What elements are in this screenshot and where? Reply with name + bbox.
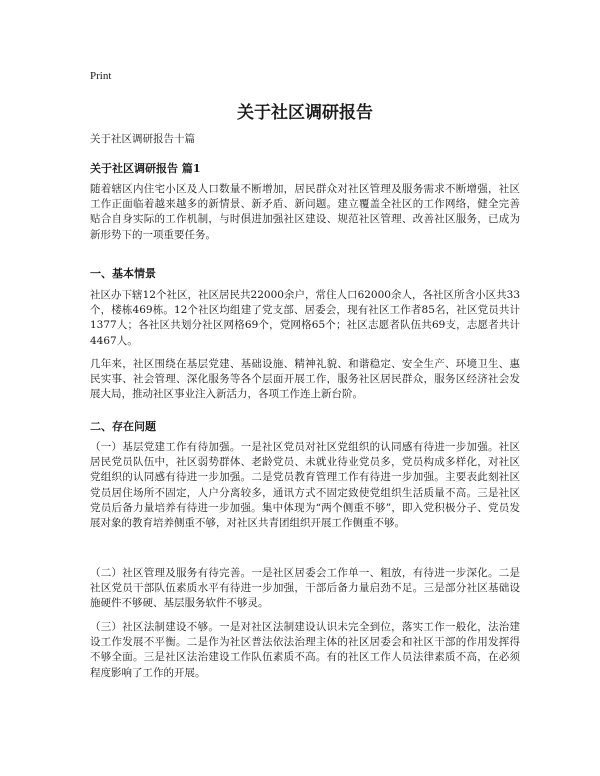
problems-paragraph-3: （三）社区法制建设不够。一是对社区法制建设认识未完全到位，落实工作一般化，法治建设工作发展不平衡。二是作为社区普法依法治理主体的社区居委会和社区干部的作用发挥得不够全面。三是社区法治建设工作队伍素质不高。有的社区工作人员法律素质不高，在必须程度影响了工作的开展。 (90, 621, 520, 679)
problems-paragraph-1: （一）基层党建工作有待加强。一是社区党员对社区党组织的认同感有待进一步加强。社区居民党员队伍中，社区弱势群体、老龄党员、未就业待业党员多，党员构成多样化，对社区党组织的认同感有待进一步加强。二是党员教育管理工作有待进一步加强。主要表此刻社区党员居住场所不固定，人户分离较多，通讯方式不固定致使党组织生活质量不高。三是社区党员后备力量培养有待进一步加强。集中体现为“两个侧重不够”，即入党积极分子、党员发展对象的教育培养侧重不够，对社区共青团组织开展工作侧重不够。 (90, 441, 520, 530)
section-heading-basic: 一、基本情景 (90, 267, 156, 280)
document-subtitle: 关于社区调研报告十篇 (90, 133, 195, 145)
section-heading-problems: 二、存在问题 (90, 420, 156, 433)
basic-paragraph-1: 社区办下辖12个社区，社区居民共22000余户，常住人口62000余人，各社区所含小区共33个，楼栋469栋。12个社区均组建了党支部、居委会，现有社区工作者85名，社区党员共计1377人；各社区共划分社区网格69个，党网格65个；社区志愿者队伍共69支，志愿者共计4467人。 (90, 289, 520, 347)
problems-paragraph-2: （二）社区管理及服务有待完善。一是社区居委会工作单一、粗放，有待进一步深化。二是社区党员干部队伍素质水平有待进一步加强，干部后备力量启劲不足。三是部分社区基础设施硬件不够硬、基层服务软件不够灵。 (90, 567, 520, 610)
page-title: 关于社区调研报告 (237, 103, 373, 123)
print-label: Print (90, 70, 112, 82)
article-heading: 关于社区调研报告 篇1 (90, 162, 201, 175)
basic-paragraph-2: 几年来，社区围绕在基层党建、基础设施、精神礼貌、和谐稳定、安全生产、环境卫生、惠民实事、社会管理、深化服务等各个层面开展工作，服务社区居民群众，服务区经济社会发展大局，推动社区事业注入新活力，各项工作连上新台阶。 (90, 358, 520, 401)
intro-paragraph: 随着辖区内住宅小区及人口数量不断增加，居民群众对社区管理及服务需求不断增强，社区工作正面临着越来越多的新情景、新矛盾、新问题。建立覆盖全社区的工作网络，健全完善贴合自身实际的工作机制，与时俱进加强社区建设、规范社区管理、改善社区服务，已成为新形势下的一项重要任务。 (90, 183, 520, 241)
